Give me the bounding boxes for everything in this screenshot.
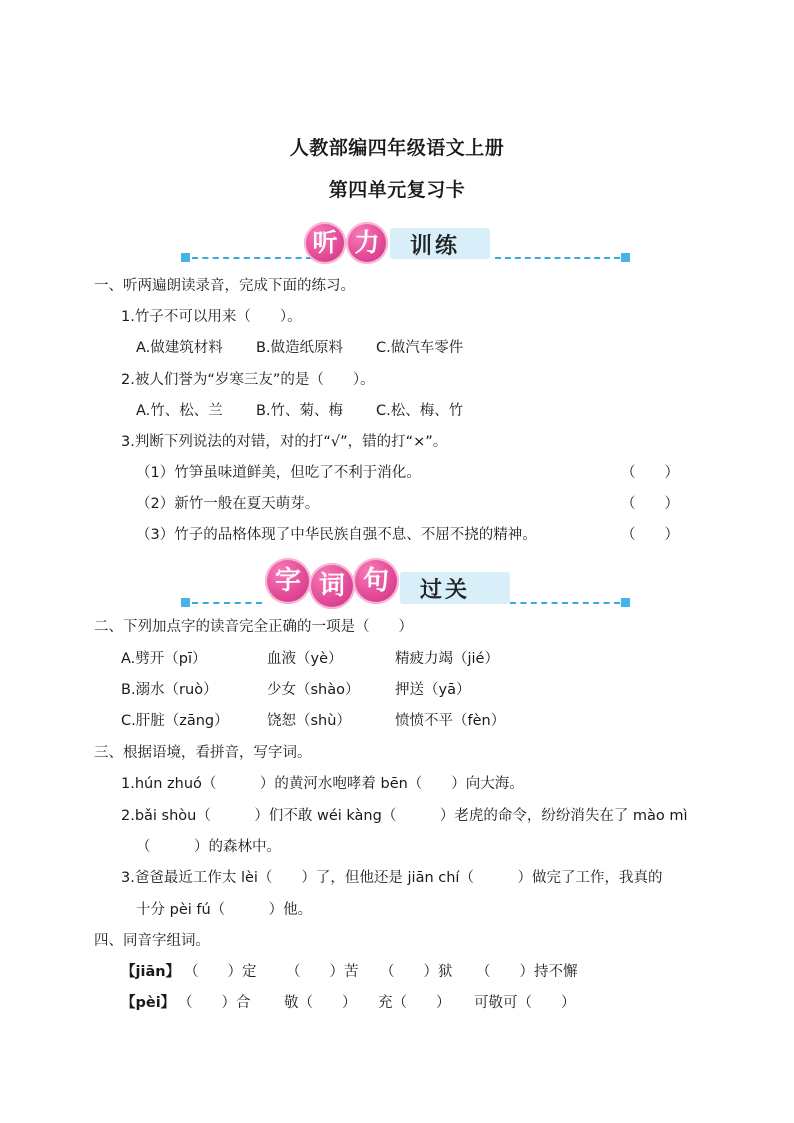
question-1: 1.竹子不可以用来（ ）。 (121, 309, 302, 325)
judgment-2-blank[interactable]: （ ） (621, 496, 679, 512)
banner-bubble: 词 (309, 563, 355, 609)
page-title: 人教部编四年级语文上册 (289, 137, 505, 159)
banner-right-dash (495, 257, 620, 259)
homophone-pei-2: 敬（ ） (284, 995, 357, 1011)
section4-heading: 四、同音字组词。 (94, 933, 210, 949)
question-2-option-a: A.竹、松、兰 (136, 403, 223, 419)
page-subtitle: 第四单元复习卡 (328, 179, 466, 201)
section1-heading: 一、听两遍朗读录音，完成下面的练习。 (94, 278, 355, 294)
banner-left-dash (192, 602, 262, 604)
question-1-option-c: C.做汽车零件 (376, 340, 464, 356)
judgment-2: （2）新竹一般在夏天萌芽。 (136, 496, 320, 512)
homophone-jian-1: （ ）定 (184, 964, 257, 980)
section3-heading: 三、根据语境，看拼音，写字词。 (94, 745, 312, 761)
question-1-option-a: A.做建筑材料 (136, 340, 223, 356)
pinyin-item-3-cont: 十分 pèi fú（ ）他。 (136, 902, 313, 918)
banner-ribbon-label: 过关 (420, 578, 471, 603)
homophone-label-jian: 【jiān】 (121, 964, 181, 980)
banner-left-dash (192, 257, 312, 259)
homophone-jian-2: （ ）苦 (286, 964, 359, 980)
option-b-word-2: 少女（shào） (267, 682, 360, 698)
homophone-label-pei: 【pèi】 (121, 995, 176, 1011)
option-c-word-1: C.肝脏（zāng） (121, 713, 229, 729)
banner-right-square (621, 253, 630, 262)
banner-bubble: 听 (304, 222, 346, 264)
question-2-option-b: B.竹、菊、梅 (256, 403, 344, 419)
judgment-1: （1）竹笋虽味道鲜美，但吃了不利于消化。 (136, 465, 421, 481)
banner-bubble: 句 (353, 558, 399, 604)
pinyin-item-2: 2.bǎi shòu（ ）们不敢 wéi kàng（ ）老虎的命令，纷纷消失在了 mào mì (121, 808, 688, 824)
pinyin-item-3: 3.爸爸最近工作太 lèi（ ）了，但他还是 jiān chí（ ）做完了工作，我真的 (121, 870, 663, 886)
judgment-1-blank[interactable]: （ ） (621, 465, 679, 481)
option-a-word-2: 血液（yè） (267, 651, 343, 667)
pinyin-item-2-cont: （ ）的森林中。 (136, 839, 281, 855)
banner-left-square (181, 253, 190, 262)
homophone-pei-1: （ ）合 (178, 995, 251, 1011)
homophone-jian-4: （ ）持不懈 (476, 964, 578, 980)
option-b-word-1: B.溺水（ruò） (121, 682, 218, 698)
question-1-option-b: B.做造纸原料 (256, 340, 344, 356)
homophone-jian-3: （ ）狱 (380, 964, 453, 980)
judgment-3: （3）竹子的品格体现了中华民族自强不息、不屈不挠的精神。 (136, 527, 537, 543)
section2-heading: 二、下列加点字的读音完全正确的一项是（ ） (94, 619, 413, 635)
option-c-word-2: 饶恕（shù） (267, 713, 351, 729)
banner-bubble: 力 (346, 222, 388, 264)
banner-right-dash (510, 602, 620, 604)
question-3: 3.判断下列说法的对错，对的打“√”，错的打“×”。 (121, 434, 448, 450)
banner-left-square (181, 598, 190, 607)
option-a-word-1: A.劈开（pī） (121, 651, 207, 667)
option-a-word-3: 精疲力竭（jié） (395, 651, 499, 667)
question-2-option-c: C.松、梅、竹 (376, 403, 464, 419)
banner-ribbon-label: 训练 (410, 234, 461, 259)
banner-bubble: 字 (265, 558, 311, 604)
option-c-word-3: 愤愤不平（fèn） (395, 713, 506, 729)
homophone-pei-4: 可敬可（ ） (474, 995, 576, 1011)
banner-right-square (621, 598, 630, 607)
judgment-3-blank[interactable]: （ ） (621, 527, 679, 543)
pinyin-item-1: 1.hún zhuó（ ）的黄河水咆哮着 bēn（ ）向大海。 (121, 776, 524, 792)
homophone-pei-3: 充（ ） (378, 995, 451, 1011)
question-2: 2.被人们誉为“岁寒三友”的是（ ）。 (121, 372, 375, 388)
option-b-word-3: 押送（yā） (395, 682, 471, 698)
